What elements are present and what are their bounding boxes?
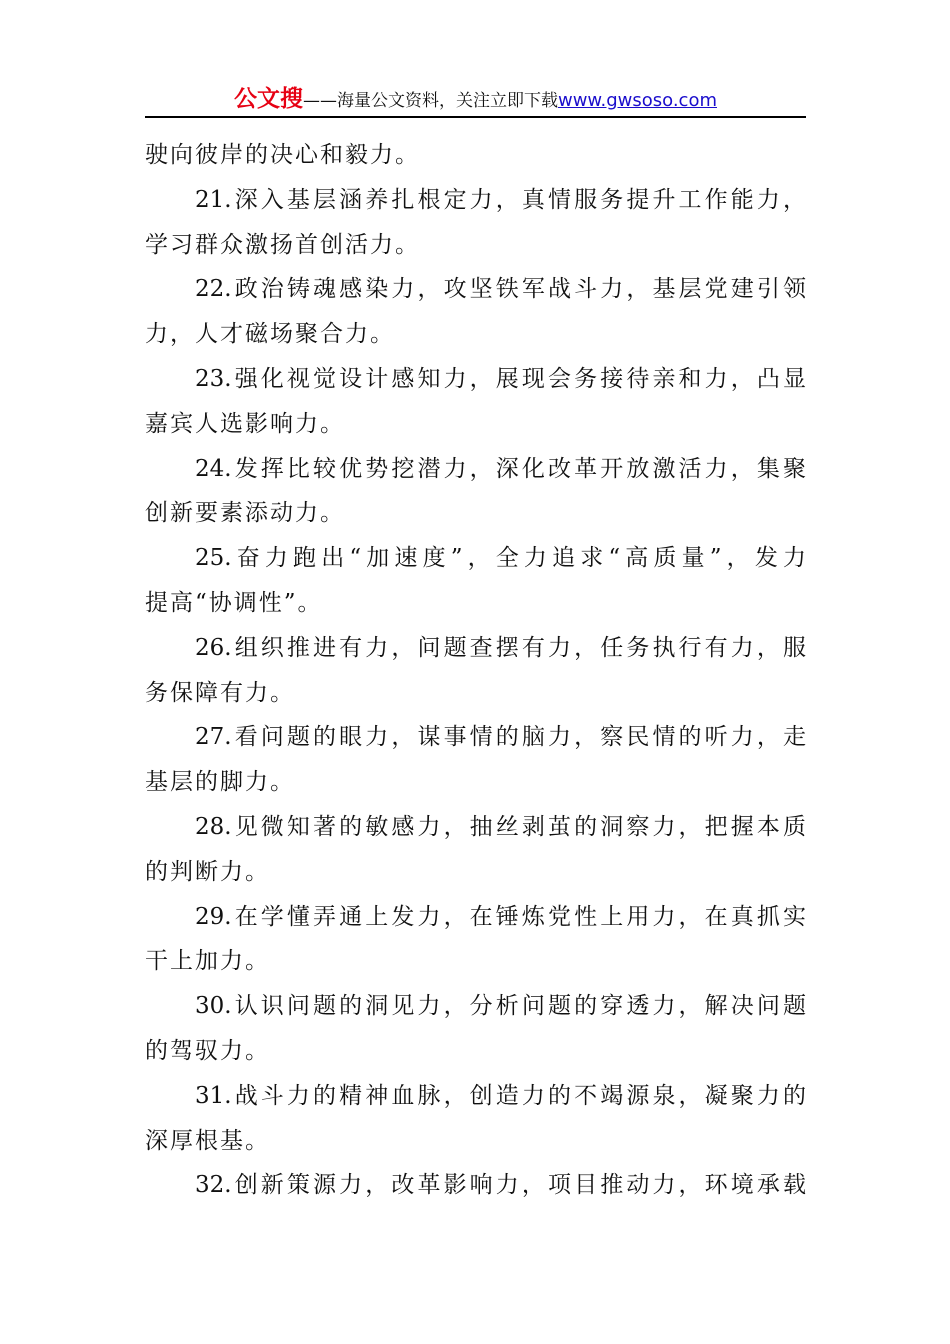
paragraph-line: 的判断力。 [145,858,270,885]
list-item-26: 26.组织推进有力，问题查摆有力，任务执行有力，服 [195,634,806,661]
list-item-23: 23.强化视觉设计感知力，展现会务接待亲和力，凸显 [195,365,806,392]
paragraph-line: 嘉宾人选影响力。 [145,410,345,437]
paragraph-line: 学习群众激扬首创活力。 [145,231,420,258]
list-item-31: 31.战斗力的精神血脉，创造力的不竭源泉，凝聚力的 [195,1082,806,1109]
list-item-27: 27.看问题的眼力，谋事情的脑力，察民情的听力，走 [195,724,806,751]
list-item-28: 28.见微知著的敏感力，抽丝剥茧的洞察力，把握本质 [195,813,806,840]
paragraph-line: 深厚根基。 [145,1127,270,1154]
paragraph-line: 的驾驭力。 [145,1037,270,1064]
list-item-29: 29.在学懂弄通上发力，在锤炼党性上用力，在真抓实 [195,903,806,930]
paragraph-line: 基层的脚力。 [145,769,295,796]
document-body [145,133,806,1208]
paragraph-line: 驶向彼岸的决心和毅力。 [145,142,420,168]
list-item-25: 25.奋力跑出“加速度”，全力追求“高质量”，发力 [195,545,806,572]
paragraph-line: 务保障有力。 [145,679,295,706]
document-header [145,80,806,118]
website-link[interactable]: www.gwsoso.com [557,90,717,111]
paragraph-line: 提高“协调性”。 [145,589,323,616]
list-item-22: 22.政治铸魂感染力，攻坚铁军战斗力，基层党建引领 [195,276,806,303]
paragraph-line: 力，人才磁场聚合力。 [145,321,395,348]
list-item-24: 24.发挥比较优势挖潜力，深化改革开放激活力，集聚 [195,455,806,482]
paragraph-line: 创新要素添动力。 [145,500,345,527]
list-item-21: 21.深入基层涵养扎根定力，真情服务提升工作能力， [195,186,806,213]
header-slogan: 海量公文资料，关注立即下载 [336,91,558,111]
paragraph-line: 干上加力。 [145,948,270,975]
brand-logo-text: 公文搜 [233,86,303,112]
header-dash: —— [302,91,337,111]
list-item-30: 30.认识问题的洞见力，分析问题的穿透力，解决问题 [195,993,806,1020]
list-item-32: 32.创新策源力，改革影响力，项目推动力，环境承载 [195,1172,806,1199]
